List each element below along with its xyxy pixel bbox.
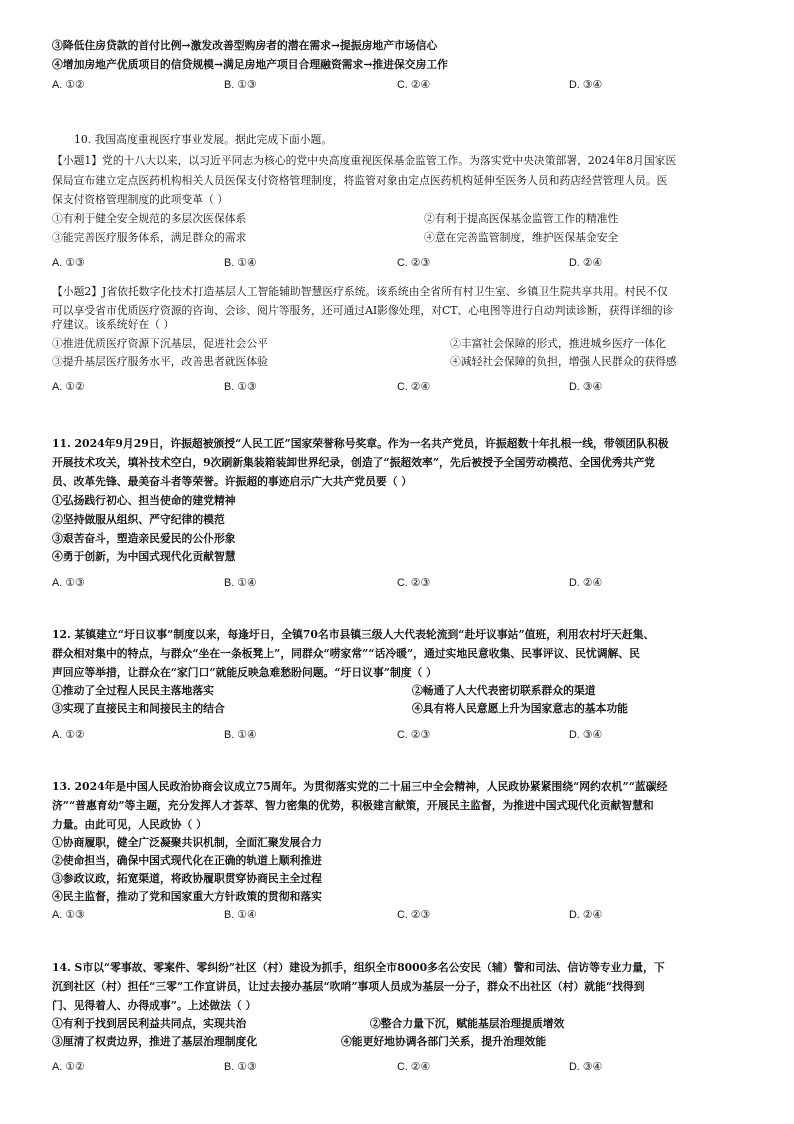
q14-choice-c[interactable]: C. ②④: [397, 1061, 431, 1073]
q13-choice-d[interactable]: D. ②④: [569, 909, 603, 921]
q10-sub1-option-3: ③能完善医疗服务体系，满足群众的需求: [52, 231, 247, 244]
q13-option-1: ①协商履职，健全广泛凝聚共识机制，全面汇聚发展合力: [52, 836, 322, 849]
q10-sub1-line-2: 保局宣布建立定点医药机构相关人员医保支付资格管理制度，将监管对象由定点医药机构延伸至医务人员和药店经营管理人员。医: [52, 174, 668, 187]
q12-line-3: 声回应等举措，让群众在“家门口”就能反映急难愁盼问题。“圩日议事”制度（ ）: [52, 666, 437, 679]
q13-option-2: ②使命担当，确保中国式现代化在正确的轨道上顺利推进: [52, 854, 322, 867]
q13-choice-a[interactable]: A. ①③: [52, 909, 85, 921]
q12-option-1: ①推动了全过程人民民主落地落实: [52, 684, 214, 697]
q13-option-3: ③参政议政，拓宽渠道，将政协履职贯穿协商民主全过程: [52, 872, 322, 885]
q11-choice-d[interactable]: D. ②④: [569, 577, 603, 589]
q10-sub2-line-3: 疗建议。该系统好在（ ）: [52, 318, 175, 331]
q14-choice-d[interactable]: D. ③④: [569, 1061, 603, 1073]
q12-option-3: ③实现了直接民主和间接民主的结合: [52, 702, 225, 715]
q14-choice-a[interactable]: A. ①②: [52, 1061, 85, 1073]
q10-sub1-choice-c[interactable]: C. ②③: [397, 257, 431, 269]
q12-line-1: 12. 某镇建立“圩日议事”制度以来，每逢圩日，全镇70名市县镇三级人大代表轮流到“赴圩议事站”值班，利用农村圩天赶集、: [52, 628, 655, 641]
q13-line-3: 力量。由此可见，人民政协（ ）: [52, 818, 207, 831]
q12-choice-d[interactable]: D. ③④: [569, 729, 603, 741]
q14-line-1: 14. S市以“零事故、零案件、零纠纷”社区（村）建设为抓手，组织全市8000多名公安民（辅）警和司法、信访等专业力量，下: [52, 961, 665, 974]
q11-line-1: 11. 2024年9月29日，许振超被颁授“人民工匠”国家荣誉称号奖章。作为一名共产党员，许振超数十年扎根一线，带领团队积极: [52, 437, 669, 450]
q12-line-2: 群众相对集中的特点，与群众“坐在一条板凳上”，同群众“唠家常”“话冷暖”，通过实地民意收集、民事评议、民忧调解、民: [52, 647, 640, 660]
q10-sub2-option-2: ②丰富社会保障的形式，推进城乡医疗一体化: [450, 337, 666, 350]
q13-line-1: 13. 2024年是中国人民政治协商会议成立75周年。为贯彻落实党的二十届三中全会精神，人民政协紧紧围绕“网约农机”“蓝碳经: [52, 780, 668, 793]
q13-choice-b[interactable]: B. ①④: [224, 909, 257, 921]
q11-option-4: ④勇于创新，为中国式现代化贡献智慧: [52, 550, 236, 563]
q10-sub2-choice-b[interactable]: B. ①③: [224, 381, 257, 393]
q10-sub2-line-1: 【小题2】J省依托数字化技术打造基层人工智能辅助智慧医疗系统。该系统由全省所有村卫生室、乡镇卫生院共享共用。村民不仅: [52, 285, 668, 298]
q10-sub2-option-4: ④减轻社会保障的负担，增强人民群众的获得感: [450, 355, 677, 368]
q12-choice-c[interactable]: C. ②③: [397, 729, 431, 741]
q13-line-2: 济”“普惠育幼”等主题，充分发挥人才荟萃、智力密集的优势，积极建言献策，开展民主监督，为推进中国式现代化贡献智慧和: [52, 799, 654, 812]
q9-choice-c[interactable]: C. ②④: [397, 79, 431, 91]
q14-line-2: 沉到社区（村）担任“三零”工作宣讲员，让过去接办基层“吹哨”事项人员成为基层一分子，群众不出社区（村）就能“找得到: [52, 980, 645, 993]
q10-sub2-choice-c[interactable]: C. ②④: [397, 381, 431, 393]
q11-option-1: ①弘扬践行初心、担当使命的建党精神: [52, 494, 236, 507]
q11-line-3: 员、改革先锋、最美奋斗者等荣誉。许振超的事迹启示广大共产党员要（ ）: [52, 475, 413, 488]
q10-sub2-option-1: ①推进优质医疗资源下沉基层，促进社会公平: [52, 337, 268, 350]
q11-option-2: ②坚持做服从组织、严守纪律的模范: [52, 513, 225, 526]
q12-choice-a[interactable]: A. ①②: [52, 729, 85, 741]
q10-sub2-line-2: 可以享受省市优质医疗资源的咨询、会诊、阅片等服务，还可通过AI影像处理，对CT、心电图等进行自动判读诊断，获得详细的诊: [52, 304, 674, 317]
q13-option-4: ④民主监督，推动了党和国家重大方针政策的贯彻和落实: [52, 890, 322, 903]
q14-option-3: ③厘清了权责边界，推进了基层治理制度化: [52, 1035, 258, 1048]
q14-option-2: ②整合力量下沉，赋能基层治理提质增效: [370, 1017, 565, 1030]
q11-choice-b[interactable]: B. ①④: [224, 577, 257, 589]
q14-option-1: ①有利于找到居民利益共同点，实现共治: [52, 1017, 247, 1030]
q10-sub2-option-3: ③提升基层医疗服务水平，改善患者就医体验: [52, 355, 268, 368]
q10-sub1-option-2: ②有利于提高医保基金监管工作的精准性: [424, 212, 619, 225]
q11-choice-a[interactable]: A. ①③: [52, 577, 85, 589]
q10-sub1-choice-a[interactable]: A. ①③: [52, 257, 85, 269]
q11-choice-c[interactable]: C. ②③: [397, 577, 431, 589]
q12-choice-b[interactable]: B. ①④: [224, 729, 257, 741]
q9-choice-b[interactable]: B. ①③: [224, 79, 257, 91]
q10-sub1-line-3: 保支付资格管理制度的此项变革（ ）: [52, 193, 229, 206]
q9-statement-4: ④增加房地产优质项目的信贷规模→满足房地产项目合理融资需求→推进保交房工作: [52, 58, 448, 71]
q10-sub1-option-1: ①有利于健全安全规范的多层次医保体系: [52, 212, 247, 225]
q9-statement-3: ③降低住房贷款的首付比例→激发改善型购房者的潜在需求→提振房地产市场信心: [52, 39, 438, 52]
q14-line-3: 门、见得着人、办得成事”。上述做法（ ）: [52, 999, 257, 1012]
q14-choice-b[interactable]: B. ①③: [224, 1061, 257, 1073]
q10-sub1-option-4: ④意在完善监管制度，维护医保基金安全: [424, 231, 619, 244]
q12-option-4: ④具有将人民意愿上升为国家意志的基本功能: [412, 702, 628, 715]
q10-sub2-choice-a[interactable]: A. ①②: [52, 381, 85, 393]
q9-choice-d[interactable]: D. ③④: [569, 79, 603, 91]
q13-choice-c[interactable]: C. ②③: [397, 909, 431, 921]
q10-sub2-choice-d[interactable]: D. ③④: [569, 381, 603, 393]
q10-sub1-line-1: 【小题1】党的十八大以来，以习近平同志为核心的党中央高度重视医保基金监管工作。为落实党中央决策部署，2024年8月国家医: [52, 154, 677, 167]
q9-choice-a[interactable]: A. ①②: [52, 79, 85, 91]
q11-line-2: 开展技术攻关，填补技术空白，9次刷新集装箱装卸世界纪录，创造了“振超效率”，先后被授予全国劳动模范、全国优秀共产党: [52, 456, 655, 469]
q11-option-3: ③艰苦奋斗，塑造亲民爱民的公仆形象: [52, 532, 236, 545]
q14-option-4: ④能更好地协调各部门关系，提升治理效能: [341, 1035, 547, 1048]
q10-sub1-choice-d[interactable]: D. ②④: [569, 257, 603, 269]
q12-option-2: ②畅通了人大代表密切联系群众的渠道: [412, 684, 596, 697]
q10-intro: 10. 我国高度重视医疗事业发展。据此完成下面小题。: [74, 133, 333, 146]
q10-sub1-choice-b[interactable]: B. ①④: [224, 257, 257, 269]
